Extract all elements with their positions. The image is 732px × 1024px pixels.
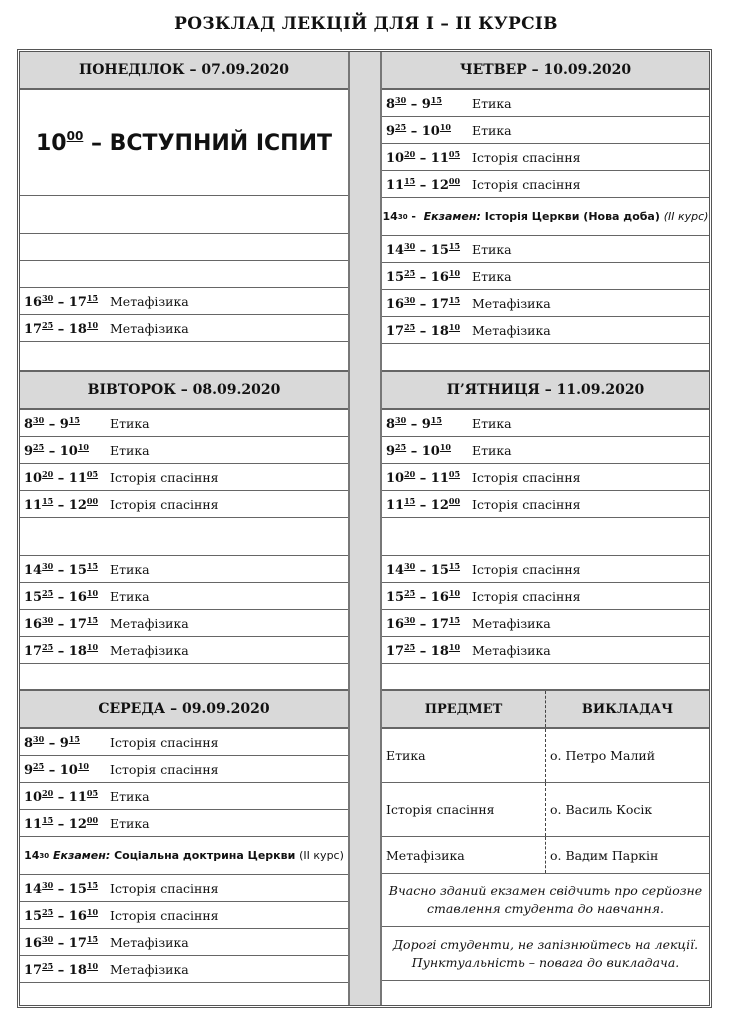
lesson-row <box>20 810 348 837</box>
lesson-row <box>20 583 348 610</box>
lesson-row <box>382 464 709 491</box>
empty-row <box>382 344 709 371</box>
lesson-subject: Історія спасіння <box>472 561 581 577</box>
empty-row <box>382 518 709 556</box>
lesson-row <box>20 756 348 783</box>
legend-teacher: о. Вадим Паркін <box>550 847 659 863</box>
lesson-row <box>382 556 709 583</box>
empty-row <box>20 518 348 556</box>
lesson-row <box>20 556 348 583</box>
empty-row <box>20 234 348 261</box>
lesson-time: $14^{30} - 15^{15}$ <box>24 560 99 578</box>
lesson-time: $10^{20} - 11^{05}$ <box>24 468 99 486</box>
legend-row <box>382 837 709 874</box>
empty-row <box>20 261 348 288</box>
lesson-time: $9^{25} - 10^{10}$ <box>386 121 451 139</box>
lesson-time: $15^{25} - 16^{10}$ <box>24 906 99 924</box>
lesson-subject: Етика <box>110 788 150 804</box>
lesson-subject: Етика <box>472 415 512 431</box>
lesson-row <box>382 117 709 144</box>
lesson-subject: Етика <box>110 415 150 431</box>
left-column <box>20 52 348 1005</box>
day-header: ПОНЕДІЛОК – 07.09.2020 <box>20 52 348 90</box>
lesson-subject: Метафізика <box>472 322 551 338</box>
lesson-time: $16^{30} - 17^{15}$ <box>386 614 461 632</box>
lesson-subject: Метафізика <box>110 642 189 658</box>
lesson-time: $10^{20} - 11^{05}$ <box>386 468 461 486</box>
day-header: ЧЕТВЕР – 10.09.2020 <box>382 52 709 90</box>
lesson-row <box>20 437 348 464</box>
lesson-subject: Історія спасіння <box>472 469 581 485</box>
lesson-subject: Метафізика <box>110 961 189 977</box>
lesson-subject: Етика <box>110 588 150 604</box>
lesson-row <box>20 929 348 956</box>
lesson-row <box>382 317 709 344</box>
lesson-time: $10^{20} - 11^{05}$ <box>386 148 461 166</box>
lesson-subject: Етика <box>472 122 512 138</box>
lesson-subject: Історія спасіння <box>110 880 219 896</box>
lesson-row <box>20 315 348 342</box>
day-header: П’ЯТНИЦЯ – 11.09.2020 <box>382 372 709 410</box>
lesson-row <box>382 610 709 637</box>
lesson-time: $14^{30} - 15^{15}$ <box>386 240 461 258</box>
lesson-row <box>20 410 348 437</box>
lesson-row <box>20 729 348 756</box>
empty-row <box>382 664 709 691</box>
legend-subject: Метафізика <box>382 837 546 873</box>
day-monday <box>20 52 348 372</box>
lesson-row <box>382 437 709 464</box>
lesson-row <box>382 263 709 290</box>
lesson-row <box>20 956 348 983</box>
lesson-subject: Історія спасіння <box>472 496 581 512</box>
lesson-time: $10^{20} - 11^{05}$ <box>24 787 99 805</box>
lesson-row <box>20 875 348 902</box>
lesson-subject: Етика <box>110 561 150 577</box>
lesson-row <box>20 491 348 518</box>
lesson-subject: Історія спасіння <box>110 469 219 485</box>
lesson-row <box>382 637 709 664</box>
lesson-subject: Етика <box>110 442 150 458</box>
lesson-time: $8^{30} - 9^{15}$ <box>386 94 442 112</box>
lesson-time: $17^{25} - 18^{10}$ <box>24 641 99 659</box>
lesson-row <box>20 288 348 315</box>
lesson-subject: Метафізика <box>472 295 551 311</box>
lesson-time: $17^{25} - 18^{10}$ <box>386 641 461 659</box>
lesson-time: $17^{25} - 18^{10}$ <box>24 319 99 337</box>
exam-row: 14 30 - Екзамен: Історія Церкви (Нова доба) (ІІ курс) <box>382 198 709 236</box>
legend-col-subject: ПРЕДМЕТ <box>382 691 546 727</box>
lesson-time: $8^{30} - 9^{15}$ <box>24 733 80 751</box>
empty-row <box>20 342 348 369</box>
legend-subject: Історія спасіння <box>382 783 546 836</box>
lesson-time: $17^{25} - 18^{10}$ <box>24 960 99 978</box>
lesson-time: $11^{15} - 12^{00}$ <box>24 814 99 832</box>
lesson-row <box>382 90 709 117</box>
lesson-time: $16^{30} - 17^{15}$ <box>24 933 99 951</box>
legend-row <box>382 783 709 837</box>
entrance-exam-text: $10^{00}$ – ВСТУПНИЙ ІСПИТ <box>36 129 332 156</box>
lesson-time: $16^{30} - 17^{15}$ <box>386 294 461 312</box>
lesson-row <box>382 491 709 518</box>
lesson-subject: Метафізика <box>110 293 189 309</box>
day-thursday <box>382 52 709 372</box>
lesson-subject: Етика <box>110 815 150 831</box>
entrance-exam-row <box>20 90 348 196</box>
lesson-time: $8^{30} - 9^{15}$ <box>24 414 80 432</box>
page-title: РОЗКЛАД ЛЕКЦІЙ ДЛЯ І – ІІ КУРСІВ <box>174 14 558 34</box>
day-wednesday <box>20 691 348 1005</box>
lesson-time: $16^{30} - 17^{15}$ <box>24 292 99 310</box>
lesson-time: $9^{25} - 10^{10}$ <box>24 441 89 459</box>
lesson-time: $17^{25} - 18^{10}$ <box>386 321 461 339</box>
lesson-subject: Метафізика <box>110 320 189 336</box>
empty-row <box>382 981 709 1005</box>
lesson-subject: Метафізика <box>472 615 551 631</box>
legend-col-teacher: ВИКЛАДАЧ <box>581 701 674 717</box>
lesson-subject: Історія спасіння <box>110 496 219 512</box>
lesson-time: $8^{30} - 9^{15}$ <box>386 414 442 432</box>
lesson-subject: Метафізика <box>110 934 189 950</box>
lesson-time: $11^{15} - 12^{00}$ <box>24 495 99 513</box>
lesson-subject: Етика <box>472 268 512 284</box>
column-divider-strip <box>348 52 382 1005</box>
lesson-subject: Етика <box>472 442 512 458</box>
lesson-time: $15^{25} - 16^{10}$ <box>24 587 99 605</box>
lesson-row <box>382 290 709 317</box>
day-header: ВІВТОРОК – 08.09.2020 <box>20 372 348 410</box>
lesson-time: $11^{15} - 12^{00}$ <box>386 495 461 513</box>
empty-row <box>20 983 348 1010</box>
lesson-subject: Історія спасіння <box>110 734 219 750</box>
day-tuesday <box>20 372 348 691</box>
lesson-subject: Історія спасіння <box>110 761 219 777</box>
lesson-subject: Історія спасіння <box>110 907 219 923</box>
exam-row: 14 30 Екзамен: Соціальна доктрина Церкви (ІІ курс) <box>20 837 348 875</box>
lesson-row <box>382 236 709 263</box>
lesson-row <box>20 464 348 491</box>
legend-row <box>382 729 709 783</box>
note-exam: Вчасно зданий екзамен свідчить про серйозне ставлення студента до навчання. <box>382 874 709 927</box>
teachers-legend <box>382 691 709 1005</box>
lesson-row <box>382 583 709 610</box>
schedule-table <box>17 49 712 1008</box>
lesson-row <box>382 410 709 437</box>
lesson-subject: Метафізика <box>110 615 189 631</box>
lesson-subject: Історія спасіння <box>472 588 581 604</box>
lesson-row <box>20 902 348 929</box>
right-column <box>382 52 709 1005</box>
day-friday <box>382 372 709 691</box>
lesson-time: $15^{25} - 16^{10}$ <box>386 587 461 605</box>
lesson-time: $9^{25} - 10^{10}$ <box>24 760 89 778</box>
empty-row <box>20 196 348 234</box>
lesson-row <box>20 610 348 637</box>
legend-teacher: о. Василь Косік <box>550 802 653 817</box>
note-punctuality: Дорогі студенти, не запізнюйтесь на лекції. Пунктуальність – повага до викладача. <box>382 927 709 981</box>
lesson-time: $11^{15} - 12^{00}$ <box>386 175 461 193</box>
lesson-time: $14^{30} - 15^{15}$ <box>386 560 461 578</box>
day-header: СЕРЕДА – 09.09.2020 <box>20 691 348 729</box>
lesson-subject: Історія спасіння <box>472 176 581 192</box>
lesson-row <box>20 783 348 810</box>
lesson-time: $14^{30} - 15^{15}$ <box>24 879 99 897</box>
lesson-time: $9^{25} - 10^{10}$ <box>386 441 451 459</box>
lesson-row <box>382 171 709 198</box>
lesson-subject: Етика <box>472 241 512 257</box>
lesson-time: $15^{25} - 16^{10}$ <box>386 267 461 285</box>
lesson-time: $16^{30} - 17^{15}$ <box>24 614 99 632</box>
lesson-subject: Метафізика <box>472 642 551 658</box>
empty-row <box>20 664 348 691</box>
lesson-row <box>20 637 348 664</box>
legend-teacher: о. Петро Малий <box>550 748 656 763</box>
lesson-row <box>382 144 709 171</box>
legend-header <box>382 691 709 729</box>
legend-subject: Етика <box>382 729 546 782</box>
lesson-subject: Історія спасіння <box>472 149 581 165</box>
lesson-subject: Етика <box>472 95 512 111</box>
